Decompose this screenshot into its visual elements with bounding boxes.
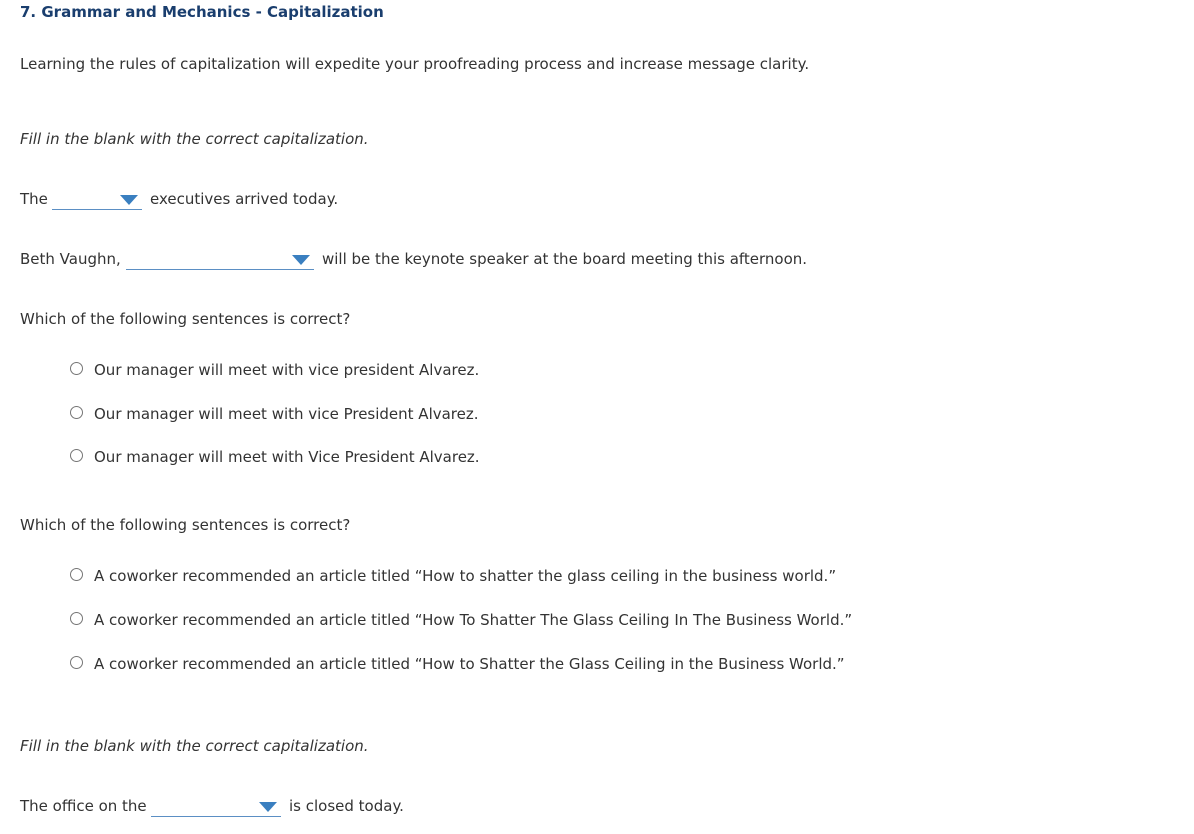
q3-option-2[interactable] [70,404,479,424]
q4-option-label: A coworker recommended an article titled “How to Shatter the Glass Ceiling in the Business World.” [94,655,845,673]
q1-text-before: The [20,190,48,208]
q3-option-1[interactable] [70,360,479,380]
q1-text-after: executives arrived today. [150,190,339,208]
q4-option-label: A coworker recommended an article titled “How to shatter the glass ceiling in the business world.” [94,567,837,585]
instructions-text: Fill in the blank with the correct capitalization. [20,130,369,148]
q4-option-3[interactable] [70,654,845,674]
q4-option-label: A coworker recommended an article titled “How To Shatter The Glass Ceiling In The Business World.” [94,611,853,629]
q3-prompt: Which of the following sentences is correct? [20,310,351,328]
caret-down-icon [259,802,277,812]
q4-option-1[interactable] [70,566,836,586]
page-title: 7. Grammar and Mechanics - Capitalization [20,3,384,21]
radio-circle-icon[interactable] [70,568,83,581]
instructions-text: Fill in the blank with the correct capitalization. [20,737,369,755]
intro-text: Learning the rules of capitalization will expedite your proofreading process and increase message clarity. [20,55,810,73]
radio-circle-icon[interactable] [70,362,83,375]
radio-circle-icon[interactable] [70,449,83,462]
q3-option-label: Our manager will meet with vice President Alvarez. [94,405,479,423]
q2-dropdown[interactable] [126,249,314,270]
q3-option-3[interactable] [70,447,480,467]
radio-circle-icon[interactable] [70,656,83,669]
q2-text-before: Beth Vaughn, [20,250,121,268]
q5-text-after: is closed today. [289,797,404,815]
caret-down-icon [120,195,138,205]
q1-dropdown[interactable] [52,189,142,210]
q3-option-label: Our manager will meet with Vice President Alvarez. [94,448,480,466]
q4-option-2[interactable] [70,610,852,630]
q3-option-label: Our manager will meet with vice president Alvarez. [94,361,480,379]
radio-circle-icon[interactable] [70,406,83,419]
q5-text-before: The office on the [20,797,147,815]
q2-text-after: will be the keynote speaker at the board meeting this afternoon. [322,250,808,268]
q5-dropdown[interactable] [151,796,281,817]
caret-down-icon [292,255,310,265]
radio-circle-icon[interactable] [70,612,83,625]
q4-prompt: Which of the following sentences is correct? [20,516,351,534]
